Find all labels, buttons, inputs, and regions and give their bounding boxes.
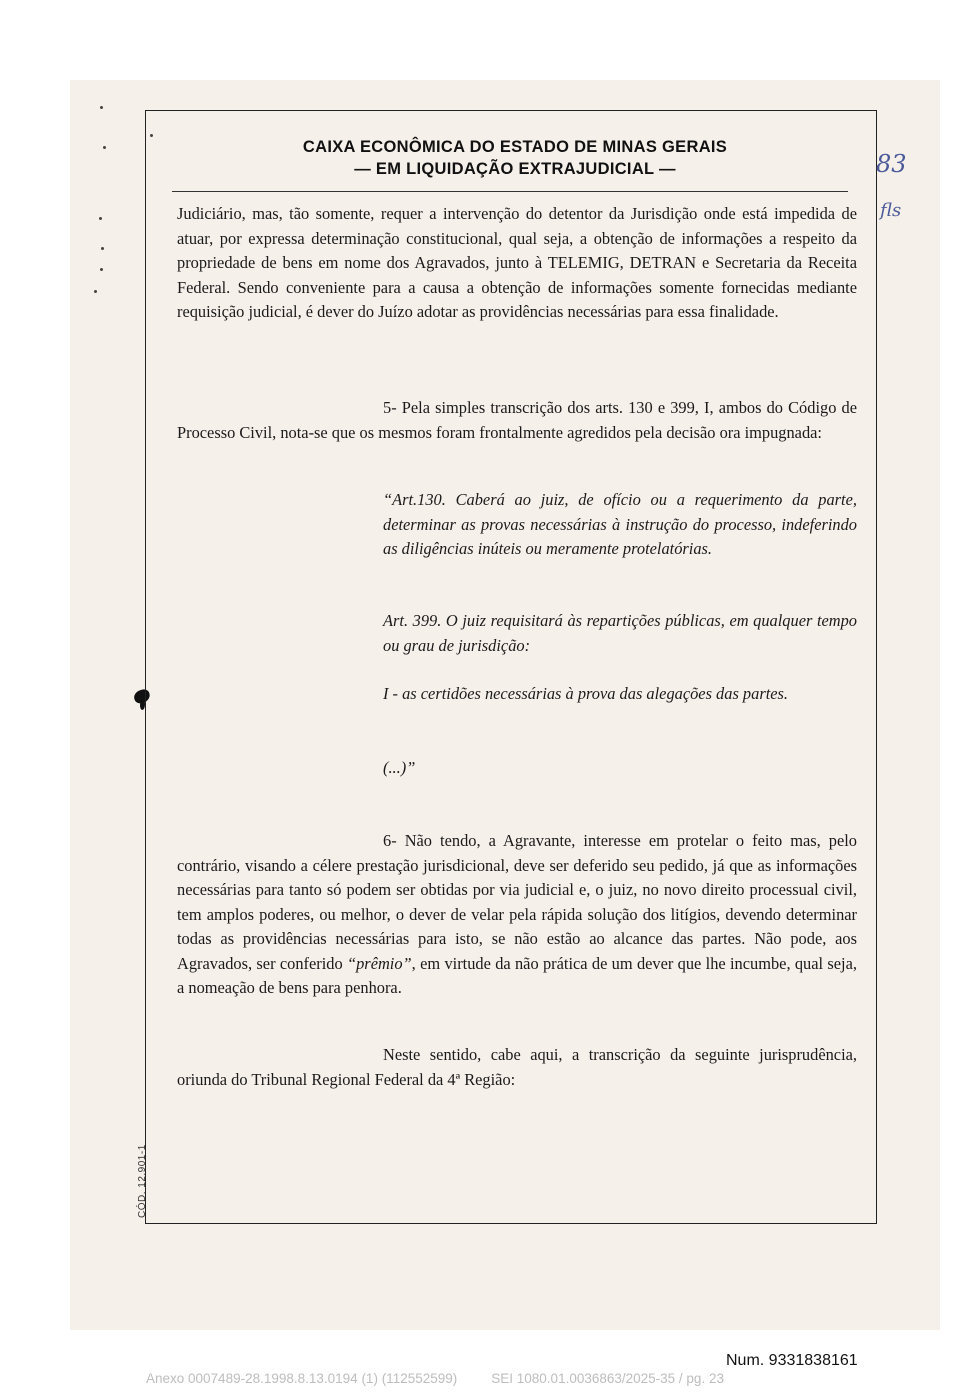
letterhead	[170, 136, 860, 180]
quote-ellipsis: (...)”	[383, 758, 416, 777]
header-divider	[172, 191, 848, 192]
paragraph-item-6	[177, 829, 857, 1001]
handwritten-initial: fls	[880, 200, 902, 221]
paragraph-item-6-text: 6- Não tendo, a Agravante, interesse em protelar o feito mas, pelo contrário, visando a célere prestação jurisdicional, deve ser deferido seu pedido, já que as informações necessárias para tanto só podem ser obtidas por via judicial e, o juiz, no novo direito processual civil, tem amplos poderes, ou melhor, o dever de velar pela rápida solução dos litígios, devendo determinar todas as providências necessárias para isto, se não estão ao alcance das partes. Não pode, aos Agravados, ser conferido	[177, 831, 857, 973]
paragraph-jurisprudence-intro: Neste sentido, cabe aqui, a transcrição da seguinte jurisprudência, oriunda do Tribunal Regional Federal da 4ª Região:	[177, 1045, 857, 1089]
document-number-stamp: Num. 9331838161	[726, 1352, 858, 1369]
quote-art-399: Art. 399. O juiz requisitará às repartições públicas, em qualquer tempo ou grau de jurisdição:	[383, 611, 857, 655]
footer-annex: Anexo 0007489-28.1998.8.13.0194 (1) (112552599)	[146, 1371, 458, 1386]
quote-art-399-item-i: I - as certidões necessárias à prova das alegações das partes.	[383, 684, 789, 703]
speck-dot	[99, 217, 102, 220]
speck-dot	[94, 290, 97, 293]
speck-dot	[100, 106, 103, 109]
letterhead-title: CAIXA ECONÔMICA DO ESTADO DE MINAS GERAIS	[302, 138, 728, 156]
handwritten-page-number: 83	[876, 150, 907, 178]
form-code: CÓD. 12.901-1	[137, 1144, 148, 1218]
paragraph-item-6-ending: , em virtude da não prática de um dever que lhe incumbe, qual seja, a nomeação de bens para penhora.	[177, 953, 857, 997]
paragraph-item-5: 5- Pela simples transcrição dos arts. 130 e 399, I, ambos do Código de Processo Civil, nota-se que os mesmos foram frontalmente agredidos pela decisão ora impugnada:	[177, 398, 857, 442]
paragraph-item-6-quoted-word: “prêmio”	[347, 953, 412, 973]
speck-dot	[103, 146, 106, 149]
footer-sei: SEI 1080.01.0036863/2025-35 / pg. 23	[491, 1371, 724, 1386]
speck-dot	[101, 247, 104, 250]
speck-dot	[100, 268, 103, 271]
quote-art-130: “Art.130. Caberá ao juiz, de ofício ou a requerimento da parte, determinar as provas necessárias à instrução do processo, indeferindo as diligências inúteis ou meramente protelatórias.	[383, 490, 857, 558]
paragraph-continuation: Judiciário, mas, tão somente, requer a intervenção do detentor da Jurisdição onde está impedida de atuar, por expressa determinação constitucional, qual seja, a obtenção de informações a respeito da propriedade de bens em nome dos Agravados, junto à TELEMIG, DETRAN e Secretaria da Receita Federal. Sendo conveniente para a causa a obtenção de informações somente fornecidas mediante requisição judicial, é dever do Juízo adotar as providências necessárias para essa finalidade.	[177, 204, 857, 321]
letterhead-subtitle: — EM LIQUIDAÇÃO EXTRAJUDICIAL —	[354, 160, 676, 178]
footer-reference	[146, 1371, 846, 1386]
